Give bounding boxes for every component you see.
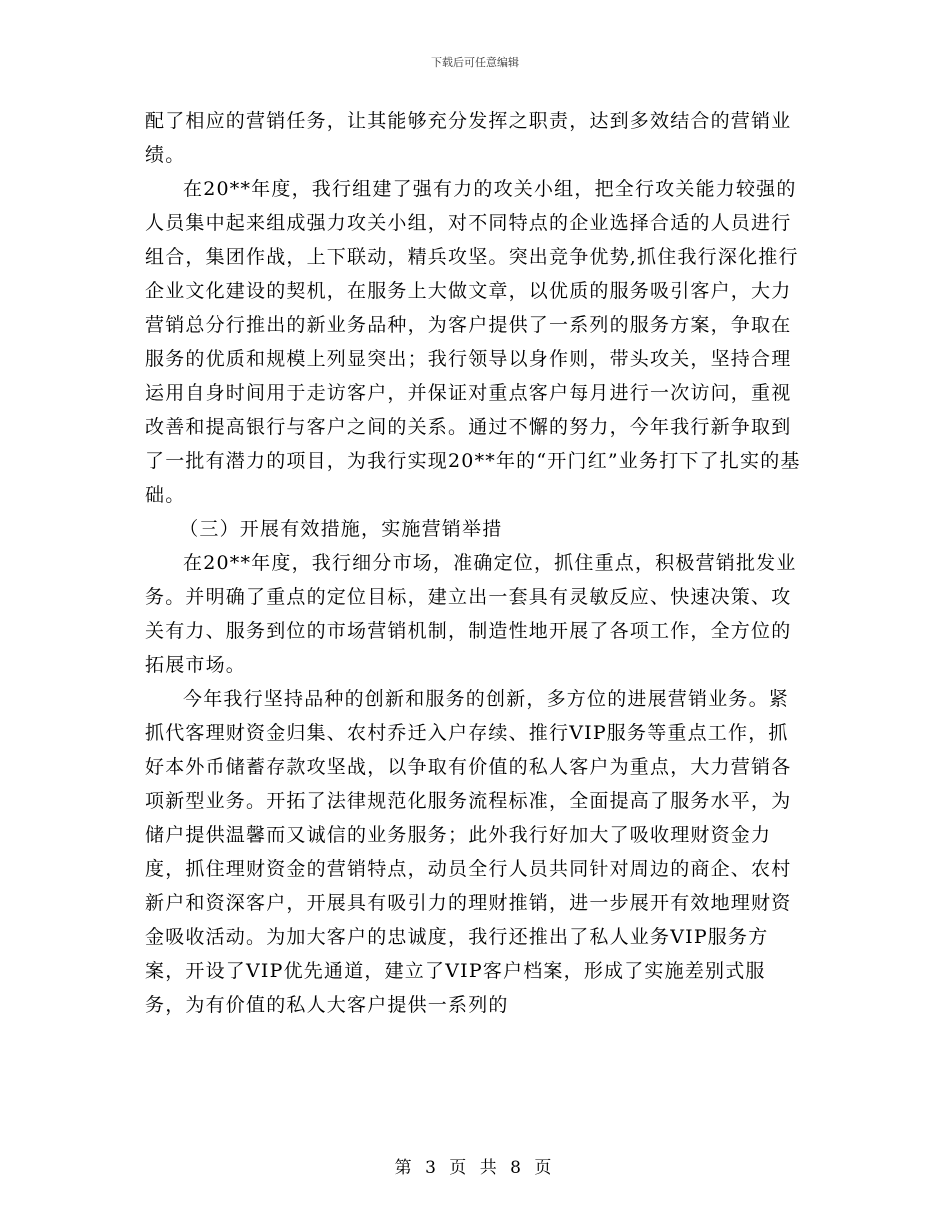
section-heading: （三）开展有效措施，实施营销举措 [179, 518, 503, 540]
page-header-note: 下载后可任意编辑 [431, 56, 519, 69]
document-body [145, 104, 805, 1022]
paragraph-2: 在20**年度，我行组建了强有力的攻关小组，把全行攻关能力较强的人员集中起来组成强力攻关小组，对不同特点的企业选择合适的人员进行组合，集团作战，上下联动，精兵攻坚。突出竞争优势,抓住我行深化推行企业文化建设的契机，在服务上大做文章，以优质的服务吸引客户，大力营销总分行推出的新业务品种，为客户提供了一系列的服务方案，争取在服务的优质和规模上列显突出；我行领导以身作则，带头攻关，坚持合理运用自身时间用于走访客户，并保证对重点客户每月进行一次访问，重视改善和提高银行与客户之间的关系。通过不懈的努力，今年我行新争取到了一批有潜力的项目，为我行实现20**年的“开门红”业务打下了扎实的基础。 [145, 178, 801, 506]
paragraph-3: 在20**年度，我行细分市场，准确定位，抓住重点，积极营销批发业务。并明确了重点的定位目标，建立出一套具有灵敏反应、快速决策、攻关有力、服务到位的市场营销机制，制造性地开展了各项工作，全方位的拓展市场。 [145, 552, 797, 676]
page-number: 第 3 页 共 8 页 [394, 1158, 556, 1178]
paragraph-4: 今年我行坚持品种的创新和服务的创新，多方位的进展营销业务。紧抓代客理财资金归集、农村乔迁入户存续、推行VIP服务等重点工作，抓好本外币储蓄存款攻坚战，以争取有价值的私人客户为重点，大力营销各项新型业务。开拓了法律规范化服务流程标准，全面提高了服务水平，为储户提供温馨而又诚信的业务服务；此外我行好加大了吸收理财资金力度，抓住理财资金的营销特点，动员全行人员共同针对周边的商企、农村新户和资深客户，开展具有吸引力的理财推销，进一步展开有效地理财资金吸收活动。为加大客户的忠诚度，我行还推出了私人业务VIP服务方案，开设了VIP优先通道，建立了VIP客户档案，形成了实施差别式服务，为有价值的私人大客户提供一系列的 [145, 688, 792, 1016]
paragraph-1: 配了相应的营销任务，让其能够充分发挥之职责，达到多效结合的营销业绩。 [145, 110, 792, 166]
